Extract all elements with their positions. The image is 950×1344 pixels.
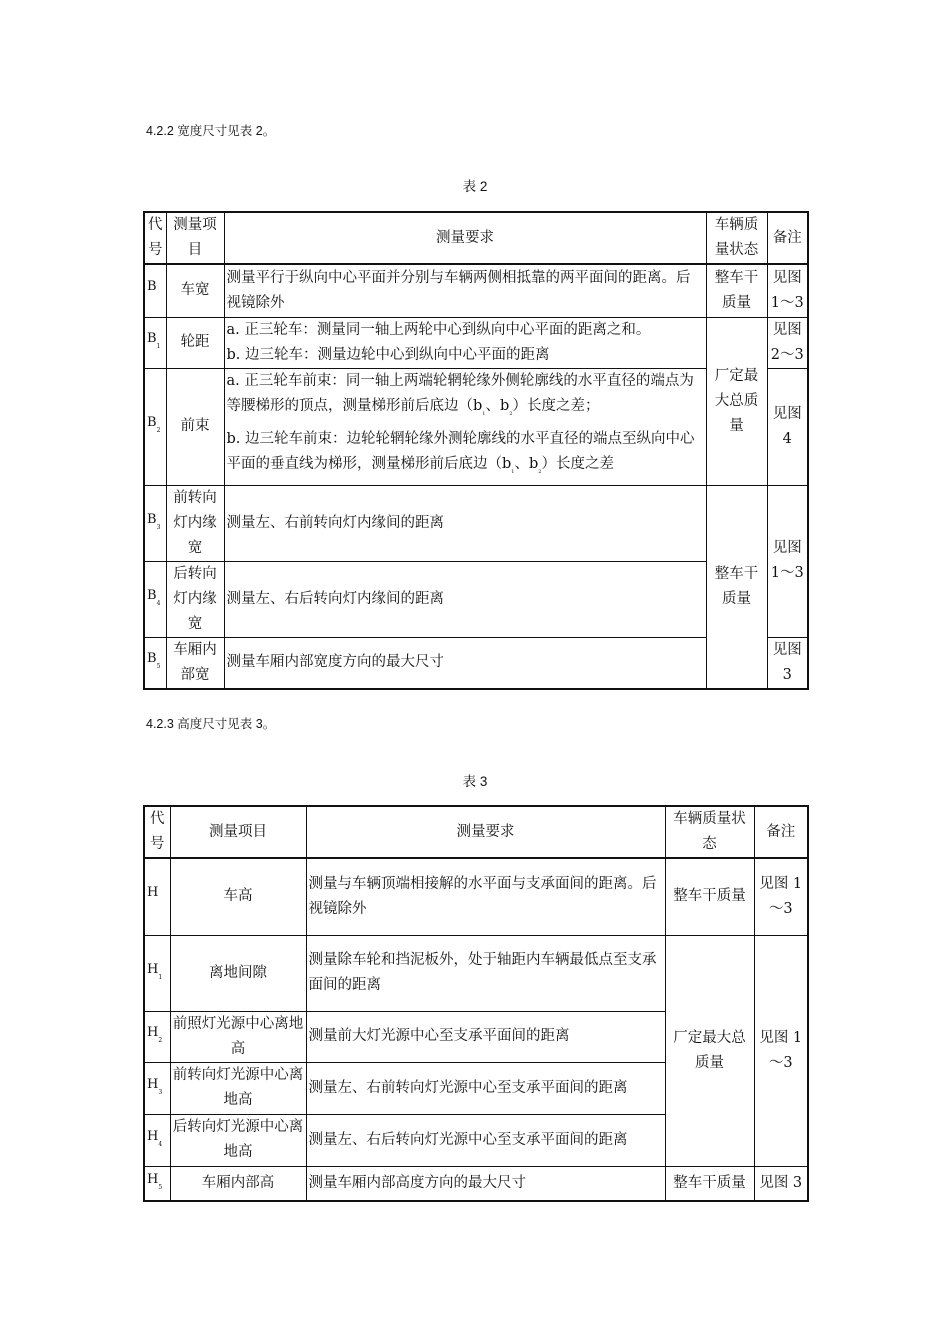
row-note: 见图 1～3 — [754, 858, 808, 935]
row-requirement: 测量车厢内部宽度方向的最大尺寸 — [224, 637, 706, 689]
row-mass-state: 厂定最大总质量 — [706, 317, 767, 485]
row-note: 见图 2～3 — [767, 317, 808, 368]
row-item: 轮距 — [166, 317, 224, 368]
row-note: 见图 3 — [754, 1166, 808, 1201]
table-row — [144, 264, 808, 317]
row-code: $B_4$ — [144, 561, 166, 637]
row-code: $B_2$ — [144, 368, 166, 485]
row-code: B — [144, 264, 166, 317]
row-requirement: 测量车厢内部高度方向的最大尺寸 — [306, 1166, 665, 1201]
row-note: 见图 1～3 — [767, 264, 808, 317]
row-item: 后转向灯光源中心离地高 — [170, 1114, 306, 1166]
row-mass-state: 整车干质量 — [665, 1166, 754, 1201]
row-code: $H_5$ — [144, 1166, 170, 1201]
header-requirement: 测量要求 — [306, 806, 665, 858]
clause-4-2-2: 4.2.2 宽度尺寸见表 2。 — [146, 124, 276, 138]
row-requirement: a. 正三轮车前束：同一轴上两端轮辋轮缘外侧轮廓线的水平直径的端点为等腰梯形的顶点，测量梯形前后底边（$b_1$、$b_2$）长度之差； b. 边三轮车前束：边轮轮辋轮缘外测轮廓线的水平直径的端点至纵向中心平面的垂直线为梯形，测量梯形前后底边（$b_1$、$b_2$）长度之差 — [224, 368, 706, 485]
row-requirement: 测量前大灯光源中心至支承平面间的距离 — [306, 1011, 665, 1062]
row-item: 离地间隙 — [170, 935, 306, 1011]
row-code: $H_1$ — [144, 935, 170, 1011]
row-code: $B_3$ — [144, 485, 166, 561]
clause-4-2-3: 4.2.3 高度尺寸见表 3。 — [146, 717, 276, 731]
row-code: $B_5$ — [144, 637, 166, 689]
row-note: 见图 3 — [767, 637, 808, 689]
row-code: $B_1$ — [144, 317, 166, 368]
row-requirement: 测量左、右后转向灯光源中心至支承平面间的距离 — [306, 1114, 665, 1166]
header-note: 备注 — [754, 806, 808, 858]
table-row — [144, 485, 808, 561]
row-requirement: 测量左、右后转向灯内缘间的距离 — [224, 561, 706, 637]
row-code: $H_4$ — [144, 1114, 170, 1166]
table-row — [144, 858, 808, 935]
row-item: 前照灯光源中心离地高 — [170, 1011, 306, 1062]
row-item: 后转向灯内缘宽 — [166, 561, 224, 637]
row-item: 车厢内部高 — [170, 1166, 306, 1201]
table-row — [144, 317, 808, 368]
table-header-row — [144, 212, 808, 264]
row-requirement: 测量与车辆顶端相接解的水平面与支承面间的距离。后视镜除外 — [306, 858, 665, 935]
table-2-caption: 表 2 — [462, 179, 488, 194]
row-mass-state: 厂定最大总质量 — [665, 935, 754, 1166]
row-item: 前束 — [166, 368, 224, 485]
row-mass-state: 整车干质量 — [665, 858, 754, 935]
header-code: 代号 — [144, 806, 170, 858]
row-note: 见图 1～3 — [767, 485, 808, 637]
table-3-caption: 表 3 — [462, 774, 488, 789]
header-requirement: 测量要求 — [224, 212, 706, 264]
row-requirement: 测量除车轮和挡泥板外，处于轴距内车辆最低点至支承面间的距离 — [306, 935, 665, 1011]
row-code: $H_2$ — [144, 1011, 170, 1062]
row-item: 车宽 — [166, 264, 224, 317]
row-item: 前转向灯内缘宽 — [166, 485, 224, 561]
table-2 — [143, 211, 809, 690]
row-item: 车厢内部宽 — [166, 637, 224, 689]
row-requirement: 测量平行于纵向中心平面并分别与车辆两侧相抵靠的两平面间的距离。后视镜除外 — [224, 264, 706, 317]
header-mass-state: 车辆质量状态 — [706, 212, 767, 264]
row-mass-state: 整车干质量 — [706, 264, 767, 317]
header-item: 测量项目 — [170, 806, 306, 858]
row-requirement: 测量左、右前转向灯光源中心至支承平面间的距离 — [306, 1062, 665, 1114]
row-code: $H_3$ — [144, 1062, 170, 1114]
table-3 — [143, 805, 809, 1202]
row-requirement: 测量左、右前转向灯内缘间的距离 — [224, 485, 706, 561]
table-row — [144, 935, 808, 1011]
table-header-row — [144, 806, 808, 858]
row-item: 车高 — [170, 858, 306, 935]
row-code: H — [144, 858, 170, 935]
table-row — [144, 1166, 808, 1201]
row-item: 前转向灯光源中心离地高 — [170, 1062, 306, 1114]
header-code: 代号 — [144, 212, 166, 264]
row-requirement: a. 正三轮车：测量同一轴上两轮中心到纵向中心平面的距离之和。 b. 边三轮车：测量边轮中心到纵向中心平面的距离 — [224, 317, 706, 368]
header-item: 测量项目 — [166, 212, 224, 264]
row-note: 见图 1～3 — [754, 935, 808, 1166]
header-mass-state: 车辆质量状态 — [665, 806, 754, 858]
row-mass-state: 整车干质量 — [706, 485, 767, 689]
header-note: 备注 — [767, 212, 808, 264]
row-note: 见图 4 — [767, 368, 808, 485]
